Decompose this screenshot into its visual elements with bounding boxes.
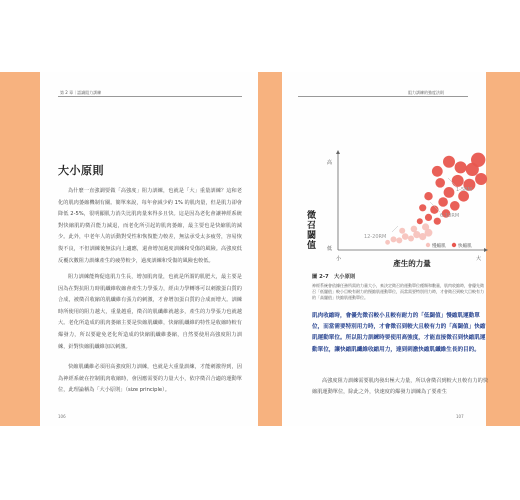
x-axis-arrow [484,248,488,252]
fast-twitch-dot-0 [417,218,423,224]
page-number-left: 106 [58,414,66,419]
header-rule-right [298,96,468,97]
fast-twitch-dot-9 [452,175,464,187]
center-orange-stripe [258,72,282,426]
fast-twitch-dot-12 [455,161,467,173]
body-paragraph-3: 快縮肌纖維必須用高強度阻力訓練，也就是大重量訓練，才能刺激得到，因為神經系統在控制肌肉收縮時，會因應需要的力量大小，依序徵召合適的運動單位，此理論稱為「大小原則」（size principle）。 [58,364,242,394]
legend-dot-slow [426,243,430,247]
figure-title: 圖 2-7 大小原則 [312,274,356,280]
fast-twitch-dot-19 [471,153,485,167]
annotation-12-20rm: 12-20RM [364,234,387,240]
fast-twitch-dot-7 [444,187,455,198]
fast-twitch-dot-3 [430,206,438,214]
y-tick-low: 低 [326,246,332,252]
legend-label-slow: 慢縮肌 [432,244,446,249]
slow-twitch-dot-8 [399,228,405,234]
chart-legend [426,242,472,249]
fast-twitch-dot-17 [443,156,455,168]
header-rule-left [58,96,242,97]
fast-twitch-dot-13 [435,178,445,188]
left-orange-stripe [0,72,40,426]
running-head-left: 第 2 章｜認識阻力訓練 [60,90,102,95]
annotation-line-12-20rm [392,226,398,232]
fast-twitch-dot-18 [475,173,487,185]
fast-twitch-dot-6 [450,201,460,211]
page-number-right: 107 [456,414,464,419]
fast-twitch-dot-14 [424,192,432,200]
running-head-right: 阻力訓練的強度法則 [408,90,444,95]
y-tick-high: 高 [326,160,332,166]
fast-twitch-dot-5 [438,197,448,207]
section-title: 大小原則 [58,164,104,177]
chart-dots [385,153,487,245]
x-tick-large: 大 [476,256,482,262]
y-axis-arrow [336,150,340,154]
slow-twitch-dot-3 [402,233,409,240]
legend-label-fast: 快縮肌 [458,244,472,249]
highlight-paragraph: 肌肉收縮時，會優先徵召較小且較有耐力的「低閾值」慢縮肌運動單位，而當需要特別用力時，才會徵召到較大且較有力的「高閾值」快縮肌運動單位。所以阻力訓練時要使用高強度，才能直接徵召到快縮肌運動單位，讓快縮肌纖維收縮用力，達到刺激快縮肌纖維生長的目的。 [312,313,486,353]
fast-twitch-dot-16 [432,166,443,177]
y-axis-title: 徵召閾值 [305,210,315,250]
annotation-6-10rm: 6-10RM [440,213,460,219]
body-paragraph-2: 阻力訓練能夠促進肌力生長，增加肌肉量，也就是所謂的肌肥大，最主要是因為在對抗阻力時肌纖維收縮會產生力學張力，經由力學轉導可以刺激蛋白質的合成，被徵召收縮的肌纖維有張力的刺激，才會增加蛋白質的合成而增大。訓練時所使用的阻力越大，重量越重，徵召的肌纖維就越多，產生的力學張力也就越大。老化所造成的肌肉萎縮主要是快縮肌纖維，快縮肌纖維的特性是收縮時較有爆發力，所以要避免老化所造成的快縮肌纖維萎縮，自然要使用高強度阻力訓練，針對快縮肌纖維加以刺激。 [58,274,242,350]
body-paragraph-1: 為什麼一直強調要做「高強度」阻力訓練，也就是「大」重量訓練？這和老化的肌肉萎縮機制有關。簡單來說，每年會減少約 1% 的肌肉量，但是肌力卻會降低 2-5%，很明顯肌力消失比肌肉量來得多且快。這是因為老化會讓神經系統對快縮肌的徵召能力減退，而老化所引起的肌肉萎縮，最主要也是快縮肌的減少。此外，中老年人的活動對受性和恢復能力較差，無法承受太多疲勞，容易恢復不良，不但訓練後無法向上適應，還會增加過度訓練和受傷的風險。高強度低反覆次數阻力訓練產生的疲勞較少，過度訓練和受傷的風險也較低。 [58,188,242,264]
size-principle-chart [300,150,490,268]
slow-twitch-dot-4 [408,236,414,242]
x-axis-title: 產生的力量 [393,259,431,268]
slow-twitch-dot-0 [385,240,390,245]
fast-twitch-dot-1 [425,214,432,221]
slow-twitch-dot-1 [391,236,397,242]
fast-twitch-dot-15 [419,204,426,211]
legend-dot-fast [452,243,456,247]
slow-twitch-dot-2 [396,237,402,243]
x-tick-small: 小 [336,256,342,262]
slow-twitch-dot-9 [411,226,418,233]
right-orange-stripe [486,72,520,426]
figure-caption: 神經系統會依據任務所需的力量大小，來決定徵召的運動單位種類和數量，肌肉收縮時，會優先徵召「低閾值」較小目較有耐力的慢縮肌運動單位，而當需要特別用力時，才會徵召到較大目較有力的「高閾值」快縮肌運動單位。 [312,283,484,300]
annotation-1-5rm: 1-5RM [456,187,472,193]
slow-twitch-dot-10 [422,223,429,230]
body-paragraph-right: 高強度阻力訓練需要肌肉發出極大力量，所以會徵召到較大且較有力的快縮肌運動單位，除此之外，快速度的爆發力訓練為了要產生 [312,378,489,396]
